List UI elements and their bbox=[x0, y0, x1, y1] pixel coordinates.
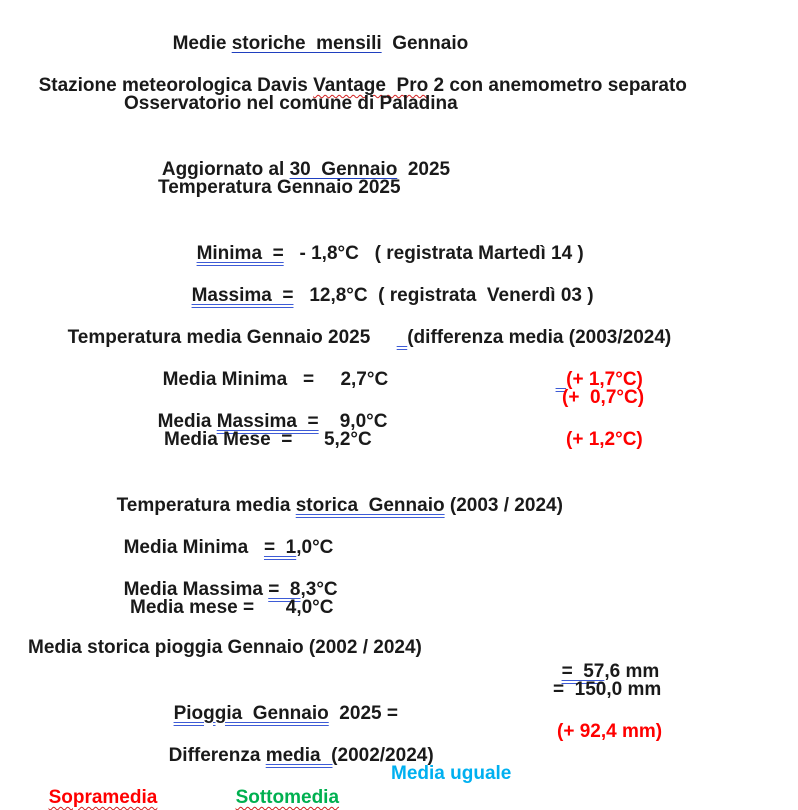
average-header-diff: (differenza media (2003/2024) bbox=[407, 327, 672, 348]
historical-minimum-row bbox=[113, 512, 333, 560]
average-maximum-label: Massima = bbox=[216, 411, 319, 432]
rain-month-label bbox=[163, 678, 398, 726]
rain-month-year: 2025 = bbox=[328, 703, 398, 724]
maximum-label: Massima = bbox=[191, 285, 294, 306]
average-minimum-row bbox=[152, 344, 388, 392]
updated-text: Aggiornato al bbox=[161, 159, 290, 180]
updated-line bbox=[152, 134, 450, 182]
average-maximum-value: 9,0°C bbox=[318, 411, 388, 432]
rain-month-value: = 150,0 mm bbox=[553, 679, 662, 700]
average-maximum-diff: (+ 0,7°C) bbox=[562, 387, 645, 408]
title-part: Gennaio bbox=[381, 33, 469, 54]
rain-difference-range: 2002/2024) bbox=[337, 745, 434, 766]
minimum-label: Minima = bbox=[196, 243, 284, 264]
updated-year: 2025 bbox=[397, 159, 451, 180]
legend-above-average bbox=[38, 762, 157, 810]
temperature-header: Temperatura Gennaio 2025 bbox=[158, 177, 401, 198]
historical-minimum-label: Media Minima bbox=[123, 537, 264, 558]
minimum-row bbox=[186, 218, 584, 266]
average-month-row: Media Mese = 5,2°C bbox=[164, 429, 372, 450]
station-line bbox=[28, 50, 687, 98]
rain-historical-underlined: = 57 bbox=[561, 661, 605, 682]
historical-minimum-underlined: = 1 bbox=[263, 537, 297, 558]
rain-historical-value bbox=[551, 636, 659, 684]
average-header bbox=[57, 302, 671, 350]
historical-month-row: Media mese = 4,0°C bbox=[130, 597, 334, 618]
average-month-diff: (+ 1,2°C) bbox=[566, 429, 643, 450]
average-minimum-diff bbox=[545, 344, 643, 392]
rain-month-underlined: Pioggia Gennaio bbox=[173, 703, 329, 724]
average-maximum-row bbox=[147, 386, 387, 434]
minimum-value: - 1,8°C ( registrata Martedì 14 ) bbox=[283, 243, 584, 264]
rain-difference-label bbox=[158, 720, 434, 768]
legend-below-average bbox=[225, 762, 339, 810]
station-text: 2 con anemometro separato bbox=[428, 75, 687, 96]
average-header-gap bbox=[397, 327, 408, 348]
historical-maximum-rest: ,3°C bbox=[300, 579, 338, 600]
average-minimum-diff-value: (+ 1,7°C) bbox=[566, 369, 643, 390]
historical-maximum-label: Media Massima bbox=[123, 579, 269, 600]
historical-maximum-row bbox=[113, 554, 338, 602]
average-minimum-value: Media Minima = 2,7°C bbox=[162, 369, 389, 390]
title-part-underlined: storiche mensili bbox=[231, 33, 382, 54]
maximum-value: 12,8°C ( registrata Venerdì 03 ) bbox=[293, 285, 594, 306]
historical-header-range: (2003 / 2024) bbox=[444, 495, 563, 516]
rain-difference-text: Differenza bbox=[168, 745, 266, 766]
rain-historical-rest: ,6 mm bbox=[604, 661, 660, 682]
historical-header bbox=[106, 470, 563, 518]
observatory-line: Osservatorio nel comune di Paladina bbox=[124, 93, 458, 114]
historical-minimum-rest: ,0°C bbox=[296, 537, 334, 558]
rain-historical-label: Media storica pioggia Gennaio (2002 / 2024) bbox=[28, 637, 422, 658]
legend-above-text: Sopramedia bbox=[48, 787, 158, 808]
page-title bbox=[162, 8, 468, 56]
station-model: Vantage Pro bbox=[313, 75, 429, 96]
rain-difference-value: (+ 92,4 mm) bbox=[557, 721, 663, 742]
historical-header-underlined: storica Gennaio bbox=[295, 495, 445, 516]
average-header-text: Temperatura media Gennaio 2025 bbox=[67, 327, 397, 348]
historical-header-text: Temperatura media bbox=[116, 495, 296, 516]
station-text: Stazione meteorologica Davis bbox=[38, 75, 314, 96]
legend-below-text: Sottomedia bbox=[235, 787, 340, 808]
average-maximum-text: Media bbox=[157, 411, 217, 432]
maximum-row bbox=[181, 260, 594, 308]
rain-difference-underlined: media ( bbox=[265, 745, 338, 766]
updated-date: 30 Gennaio bbox=[289, 159, 398, 180]
historical-maximum-underlined: = 8 bbox=[268, 579, 301, 600]
title-part: Medie bbox=[172, 33, 232, 54]
legend-equal-average: Media uguale bbox=[391, 763, 512, 784]
